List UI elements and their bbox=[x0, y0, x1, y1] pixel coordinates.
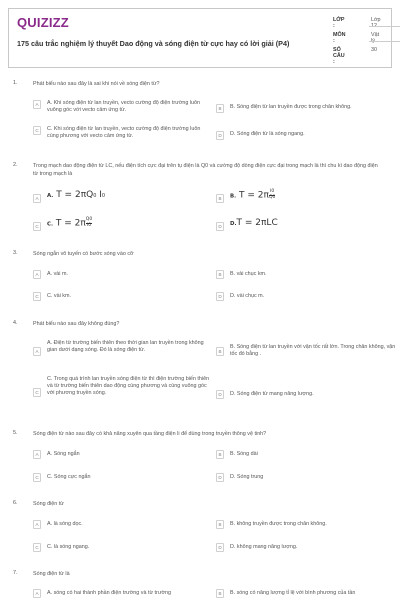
option-text: B. Sóng dài bbox=[230, 451, 258, 457]
option-text: D. Sóng điện từ mang năng lượng. bbox=[230, 391, 314, 397]
option-text: D. Sóng điện từ là sóng ngang. bbox=[230, 131, 305, 137]
option-letter-box: C bbox=[33, 473, 41, 482]
option-letter-box: C bbox=[33, 388, 41, 397]
option-text: C. Khi sóng điện từ lan truyền, vecto cường độ điện trường luôn cùng phương với vecto cảm ứng từ. bbox=[47, 126, 201, 139]
option-letter-box: A bbox=[33, 520, 41, 529]
question-number: 6. bbox=[13, 500, 18, 506]
option-letter-box: A bbox=[33, 194, 41, 203]
quizizz-logo: QUIZIZZ bbox=[17, 15, 69, 30]
option-letter-box: A bbox=[33, 347, 41, 356]
option-text: C. Sóng cực ngắn bbox=[47, 474, 91, 480]
option-text: B. Sóng điện từ lan truyền được trong chân không. bbox=[230, 104, 352, 110]
option-letter-box: A bbox=[33, 589, 41, 598]
option-text: B. sóng có năng lượng tỉ lệ với bình phương của tần bbox=[230, 590, 356, 596]
option-formula: D.T = 2πLC bbox=[230, 218, 278, 228]
question-number: 7. bbox=[13, 570, 18, 576]
option-text: B. không truyền được trong chân không. bbox=[230, 521, 327, 527]
option-text: A. Điện từ trường biến thiên theo thời gian lan truyền trong không gian dưới dạng sóng. Đó là sóng điện từ. bbox=[47, 340, 204, 353]
question-text: Trong mạch dao động điện từ LC, nếu điện tích cực đại trên tụ điện là Q0 và cường độ dòng điện cực đại trong mạch là thì chu kì dao động điện từ trong mạch là bbox=[33, 163, 378, 177]
subject-value: Vật lý bbox=[371, 32, 380, 44]
option-letter-box: C bbox=[33, 543, 41, 552]
option-letter-box: C bbox=[33, 222, 41, 231]
option-letter-box: B bbox=[216, 520, 224, 529]
question-number: 3. bbox=[13, 250, 18, 256]
count-value: 30 bbox=[371, 47, 377, 53]
option-letter-box: D bbox=[216, 543, 224, 552]
question-text: Sóng điện từ nào sau đây có khả năng xuyên qua tầng điện li để dùng trong truyền thông vệ tinh? bbox=[33, 431, 267, 437]
option-letter-box: B bbox=[216, 104, 224, 113]
option-letter-box: B bbox=[216, 194, 224, 203]
option-text: C. Trong quá trình lan truyền sóng điện từ thì điện trường biến thiên và từ trường biến thiên dao động cùng phương và cùng vuông góc với phương truyền sóng. bbox=[47, 376, 210, 396]
option-letter-box: D bbox=[216, 390, 224, 399]
question-text: Phát biểu nào sau đây không đúng? bbox=[33, 321, 120, 327]
option-text: A. vài m. bbox=[47, 271, 68, 277]
question-number: 1. bbox=[13, 80, 18, 86]
option-formula: B. T = 2π $\frac{I0}{Q0}$ bbox=[230, 189, 276, 201]
option-text: C. vài km. bbox=[47, 293, 71, 299]
option-text: D. không mang năng lượng. bbox=[230, 544, 298, 550]
subject-divider bbox=[369, 41, 400, 42]
question-number: 5. bbox=[13, 430, 18, 436]
subject-label: MÔN : bbox=[333, 32, 346, 44]
option-letter-box: D bbox=[216, 222, 224, 231]
option-letter-box: A bbox=[33, 450, 41, 459]
worksheet-title: 175 câu trắc nghiệm lý thuyết Dao động và sóng điện từ cực hay có lời giải (P4) bbox=[17, 39, 290, 48]
option-formula: C. T = 2π $\frac{Q0}{I0}$ bbox=[47, 217, 93, 229]
option-letter-box: B bbox=[216, 270, 224, 279]
option-text: D. Sóng trung bbox=[230, 474, 264, 480]
option-letter-box: D bbox=[216, 131, 224, 140]
grade-label: LỚP : bbox=[333, 17, 345, 29]
option-letter-box: D bbox=[216, 473, 224, 482]
option-letter-box: B bbox=[216, 450, 224, 459]
option-letter-box: B bbox=[216, 589, 224, 598]
option-text: B. Sóng điện từ lan truyền với vận tốc rất lớn. Trong chân không, vận tốc đó bằng . bbox=[230, 344, 396, 357]
option-text: B. vài chục km. bbox=[230, 271, 267, 277]
grade-value: Lớp 12 bbox=[371, 17, 381, 29]
option-text: C. là sóng ngang. bbox=[47, 544, 90, 550]
option-formula: A. T = 2πQ0 I0 bbox=[47, 190, 106, 200]
question-text: Sóng điện từ bbox=[33, 501, 64, 507]
option-text: D. vài chục m. bbox=[230, 293, 265, 299]
option-letter-box: C bbox=[33, 292, 41, 301]
option-text: A. Khi sóng điện từ lan truyền, vecto cường độ điện trường luôn vuông góc với vecto cảm ứng từ. bbox=[47, 100, 201, 113]
option-letter-box: C bbox=[33, 126, 41, 135]
question-text: Phát biểu nào sau đây là sai khi nói về sóng điện từ? bbox=[33, 81, 160, 87]
option-letter-box: A bbox=[33, 100, 41, 109]
option-text: A. sóng có hai thành phần điện trường và từ trường bbox=[47, 590, 171, 596]
count-label: SỐ CÂU : bbox=[333, 47, 345, 65]
question-text: Sóng điện từ là bbox=[33, 571, 70, 577]
worksheet-header bbox=[8, 8, 392, 68]
question-text: Sóng ngắn vô tuyến có bước sóng vào cỡ bbox=[33, 251, 134, 257]
question-number: 2. bbox=[13, 162, 18, 168]
question-number: 4. bbox=[13, 320, 18, 326]
option-letter-box: D bbox=[216, 292, 224, 301]
option-text: A. Sóng ngắn bbox=[47, 451, 80, 457]
grade-divider bbox=[369, 26, 400, 27]
option-letter-box: B bbox=[216, 347, 224, 356]
option-letter-box: A bbox=[33, 270, 41, 279]
option-text: A. là sóng dọc. bbox=[47, 521, 83, 527]
